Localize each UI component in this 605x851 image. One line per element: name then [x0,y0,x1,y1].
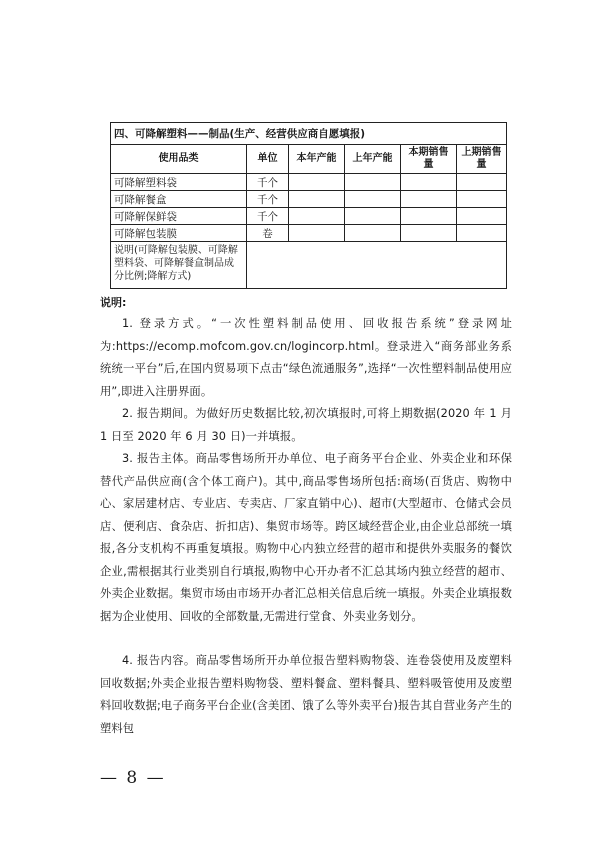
plastic-products-table [110,122,507,289]
input-cell[interactable] [457,208,507,225]
row-category: 可降解餐盒 [111,191,247,208]
input-cell[interactable] [345,174,401,191]
row-unit: 千个 [247,174,289,191]
row-unit: 千个 [247,208,289,225]
row-category: 可降解塑料袋 [111,174,247,191]
input-cell[interactable] [457,191,507,208]
input-cell[interactable] [457,225,507,242]
table-row [111,191,507,208]
input-cell[interactable] [345,225,401,242]
input-cell[interactable] [289,225,345,242]
row-category: 可降解保鲜袋 [111,208,247,225]
column-header: 上期销售量 [457,145,507,174]
input-cell[interactable] [401,174,457,191]
column-header: 上年产能 [345,145,401,174]
row-category: 可降解包装膜 [111,225,247,242]
column-header: 本年产能 [289,145,345,174]
table-header-row [111,145,507,174]
input-cell[interactable] [289,191,345,208]
table-title: 四、可降解塑料——制品(生产、经营供应商自愿填报) [111,123,507,145]
paragraph-text: 4. 报告内容。商品零售场所开办单位报告塑料购物袋、连卷袋使用及废塑料回收数据;外卖企业报告塑料购物袋、塑料餐盒、塑料餐具、塑料吸管使用及废塑料回收数据;电子商务平台企业(含美团、饿了么等外卖平台)报告其自营业务产生的塑料包 [100,654,512,735]
column-header: 本期销售量 [401,145,457,174]
table-row [111,208,507,225]
note-paragraph-subject [100,448,512,628]
note-input-cell[interactable] [247,242,507,289]
note-label: 说明(可降解包装膜、可降解塑料袋、可降解餐盒制品成分比例;降解方式) [111,242,247,289]
input-cell[interactable] [345,208,401,225]
page-number: — 8 — [100,768,166,788]
input-cell[interactable] [289,174,345,191]
input-cell[interactable] [289,208,345,225]
table-row [111,225,507,242]
input-cell[interactable] [457,174,507,191]
note-paragraph-content [100,650,512,740]
column-header: 使用品类 [111,145,247,174]
paragraph-text: 3. 报告主体。商品零售场所开办单位、电子商务平台企业、外卖企业和环保替代产品供应商(含个体工商户)。其中,商品零售场所包括:商场(百货店、购物中心、家居建材店、专业店、专卖店、厂家直销中心)、超市(大型超市、仓储式会员店、便利店、食杂店、折扣店)、集贸市场等。跨区域经营企业,由企业总部统一填报,各分支机构不再重复填报。购物中心内独立经营的超市和提供外卖服务的餐饮企业,需根据其行业类别自行填报,购物中心开办者不汇总其场内独立经营的超市、外卖企业数据。集贸市场由市场开办者汇总相关信息后统一填报。外卖企业填报数据为企业使用、回收的全部数量,无需进行堂食、外卖业务划分。 [100,452,512,623]
paragraph-text: 1. 登录方式。“一次性塑料制品使用、回收报告系统”登录网址为:https://ecomp.mofcom.gov.cn/logincorp.html。登录进入“商务部业务系统统一平台”后,在国内贸易项下点击“绿色流通服务”,选择“一次性塑料制品使用应用”,即进入注册界面。 [100,317,512,398]
notes-heading: 说明: [100,296,127,309]
row-unit: 卷 [247,225,289,242]
table-row [111,174,507,191]
table-note-row [111,242,507,289]
input-cell[interactable] [401,225,457,242]
input-cell[interactable] [401,208,457,225]
column-header: 单位 [247,145,289,174]
row-unit: 千个 [247,191,289,208]
input-cell[interactable] [401,191,457,208]
paragraph-text: 2. 报告期间。为做好历史数据比较,初次填报时,可将上期数据(2020 年 1 月 1 日至 2020 年 6 月 30 日)一并填报。 [100,407,512,443]
input-cell[interactable] [345,191,401,208]
note-paragraph-login [100,313,512,403]
note-paragraph-period [100,403,512,448]
